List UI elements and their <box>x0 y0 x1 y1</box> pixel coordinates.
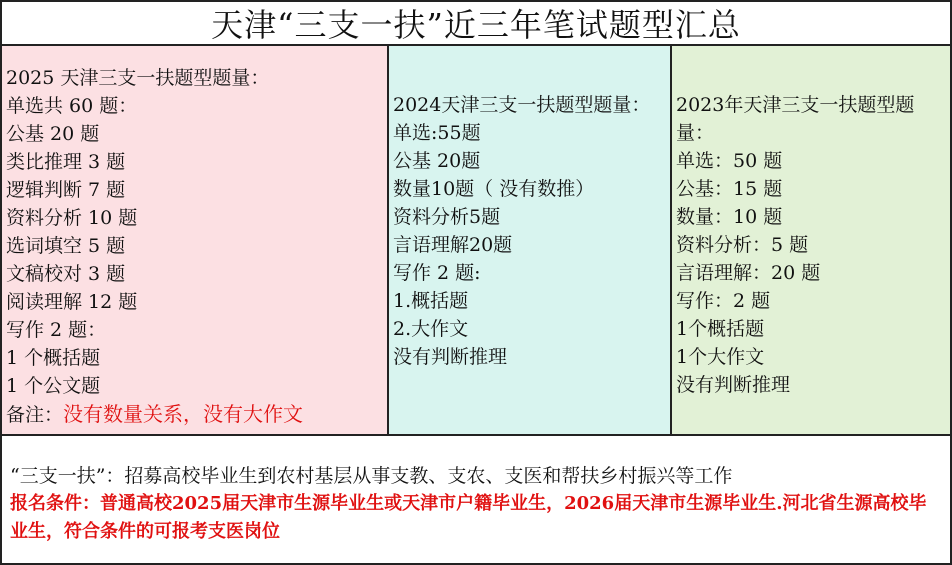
eligibility-conditions: 报名条件：普通高校2025届天津市生源毕业生或天津市户籍毕业生，2026届天津市生源毕业生.河北省生源高校毕业生，符合条件的可报考支医岗位 <box>10 493 927 542</box>
program-definition: “三支一扶”：招募高校毕业生到农村基层从事支教、支农、支医和帮扶乡村振兴等工作 <box>10 465 733 487</box>
line-2025-writing: 写作 2 题： <box>6 319 107 341</box>
line-2025-proofreading: 文稿校对 3 题 <box>6 263 126 285</box>
line-2023-heading: 2023年天津三支一扶题型题量： <box>676 94 915 144</box>
line-2023-data-analysis: 资料分析：5 题 <box>676 234 809 256</box>
line-2024-quantity: 数量10题（ 没有数推） <box>393 178 595 200</box>
line-2025-heading: 2025 天津三支一扶题型题量： <box>6 67 270 89</box>
line-2023-gongji: 公基：15 题 <box>676 178 783 200</box>
line-2024-heading: 2024天津三支一扶题型题量： <box>393 94 651 116</box>
line-2025-logic: 逻辑判断 7 题 <box>6 179 126 201</box>
note-label: 备注： <box>6 404 64 426</box>
note-text: 没有数量关系，没有大作文 <box>63 402 304 426</box>
line-2023-essay: 1个大作文 <box>676 346 765 368</box>
page-title: 天津“三支一扶”近三年笔试题型汇总 <box>2 2 950 46</box>
line-2024-verbal: 言语理解20题 <box>393 234 513 256</box>
line-2025-reading: 阅读理解 12 题 <box>6 291 138 313</box>
line-2025-data-analysis: 资料分析 10 题 <box>6 207 138 229</box>
column-2023 <box>672 46 950 434</box>
line-2023-quantity: 数量：10 题 <box>676 206 783 228</box>
line-2024-gongji: 公基 20题 <box>393 150 481 172</box>
line-2024-essay: 2.大作文 <box>393 318 469 340</box>
line-2023-writing: 写作：2 题 <box>676 290 771 312</box>
line-2023-verbal: 言语理解：20 题 <box>676 262 821 284</box>
line-2024-summary-question: 1.概括题 <box>393 290 469 312</box>
line-2025-official-doc: 1 个公文题 <box>6 375 101 397</box>
footer-notes <box>2 450 950 546</box>
line-2024-no-judgment: 没有判断推理 <box>393 346 508 368</box>
line-2023-summary-question: 1个概括题 <box>676 318 765 340</box>
line-2024-writing: 写作 2 题: <box>393 262 481 284</box>
line-2023-single-choice: 单选：50 题 <box>676 150 783 172</box>
column-2025 <box>2 46 389 434</box>
line-2025-summary-question: 1 个概括题 <box>6 347 101 369</box>
line-2024-single-choice: 单选:55题 <box>393 122 481 144</box>
line-2025-single-choice: 单选共 60 题： <box>6 95 138 117</box>
year-columns <box>2 46 950 436</box>
note-2025 <box>6 400 383 429</box>
line-2024-data-analysis: 资料分析5题 <box>393 206 501 228</box>
line-2025-fill-blank: 选词填空 5 题 <box>6 235 126 257</box>
line-2025-analogy: 类比推理 3 题 <box>6 151 126 173</box>
line-2025-gongji: 公基 20 题 <box>6 123 100 145</box>
line-2023-no-judgment: 没有判断推理 <box>676 374 791 396</box>
column-2024 <box>389 46 672 434</box>
